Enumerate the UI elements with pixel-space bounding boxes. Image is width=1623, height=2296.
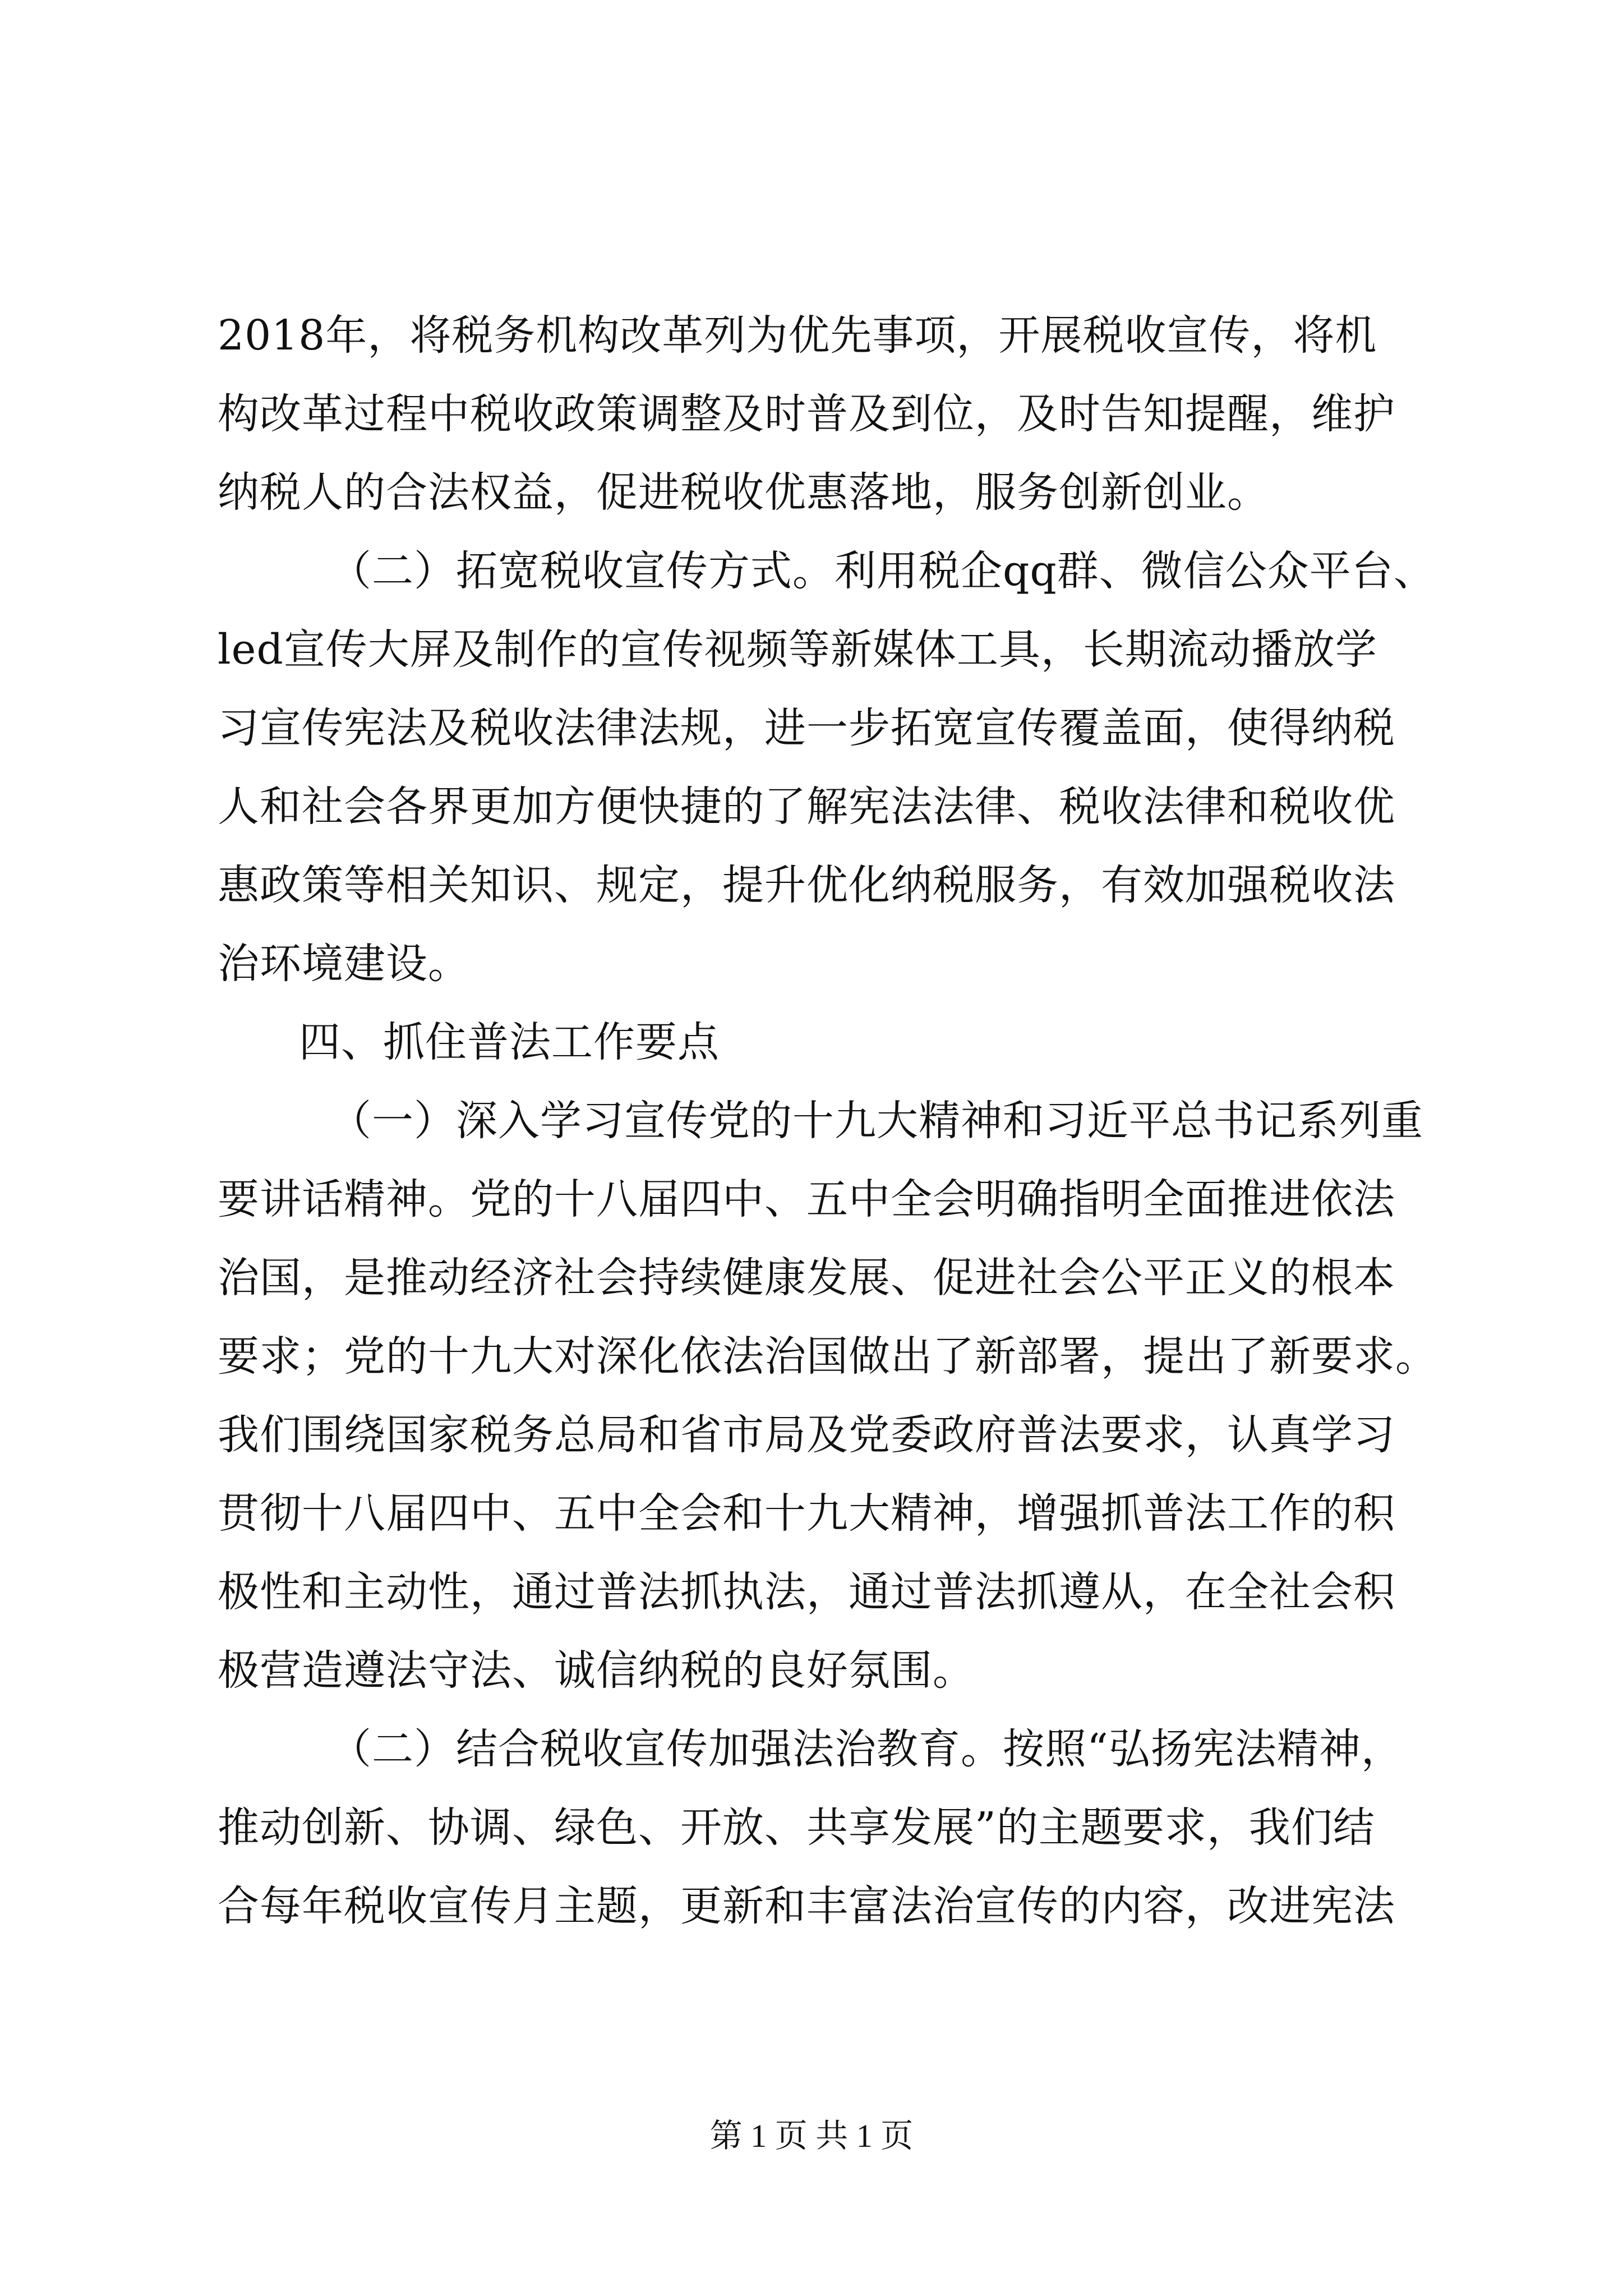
body-line-18: 极营造遵法守法、诚信纳税的良好氛围。: [218, 1646, 975, 1695]
body-line-14: 要求；党的十九大对深化依法治国做出了新部署，提出了新要求。: [218, 1332, 1437, 1381]
body-line-5: led宣传大屏及制作的宣传视频等新媒体工具，长期流动播放学: [218, 625, 1377, 674]
body-line-15: 我们围绕国家税务总局和省市局及党委政府普法要求，认真学习: [218, 1411, 1395, 1459]
subsection-heading-1: （一）深入学习宣传党的十九大精神和习近平总书记系列重: [330, 1097, 1423, 1145]
body-line-2: 构改革过程中税收政策调整及时普及到位，及时告知提醒，维护: [218, 390, 1395, 438]
section-heading-4: 四、抓住普法工作要点: [299, 1018, 720, 1066]
subsection-heading-2: （二）拓宽税收宣传方式。利用税企qq群、微信公众平台、: [330, 547, 1436, 595]
body-line-21: 合每年税收宣传月主题，更新和丰富法治宣传的内容，改进宪法: [218, 1882, 1395, 1930]
body-line-3: 纳税人的合法权益，促进税收优惠落地，服务创新创业。: [218, 468, 1269, 517]
body-line-9: 治环境建设。: [218, 940, 470, 988]
document-body: [218, 296, 1437, 1945]
body-line-17: 极性和主动性，通过普法抓执法，通过普法抓遵从，在全社会积: [218, 1568, 1395, 1616]
page-footer: 第 1 页 共 1 页: [709, 2118, 914, 2154]
body-line-8: 惠政策等相关知识、规定，提升优化纳税服务，有效加强税收法: [218, 861, 1395, 909]
body-line-6: 习宣传宪法及税收法律法规，进一步拓宽宣传覆盖面，使得纳税: [218, 704, 1395, 752]
subsection-heading-2b: （二）结合税收宣传加强法治教育。按照“弘扬宪法精神，: [330, 1725, 1403, 1773]
body-line-12: 要讲话精神。党的十八届四中、五中全会明确指明全面推进依法: [218, 1175, 1395, 1223]
body-line-20: 推动创新、协调、绿色、开放、共享发展”的主题要求，我们结: [218, 1803, 1375, 1852]
body-line-1: 2018年，将税务机构改革列为优先事项，开展税收宣传，将机: [218, 311, 1377, 360]
body-line-16: 贯彻十八届四中、五中全会和十九大精神，增强抓普法工作的积: [218, 1489, 1395, 1538]
body-line-7: 人和社会各界更加方便快捷的了解宪法法律、税收法律和税收优: [218, 783, 1395, 831]
body-line-13: 治国，是推动经济社会持续健康发展、促进社会公平正义的根本: [218, 1254, 1395, 1302]
